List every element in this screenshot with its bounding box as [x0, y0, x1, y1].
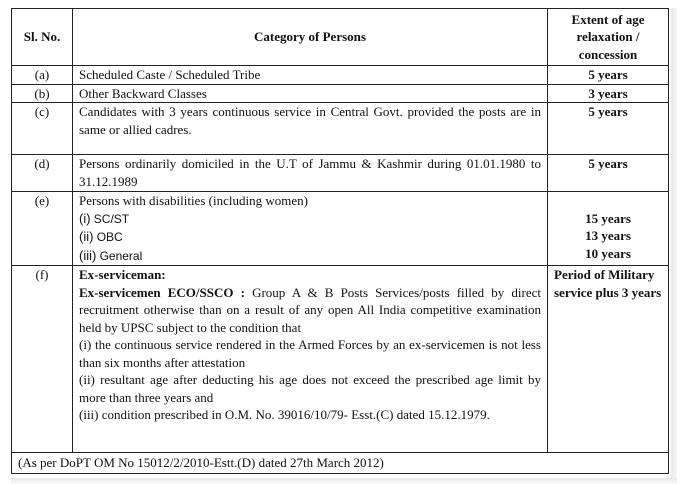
row-value: 5 years	[548, 155, 669, 192]
condition-item: (i) the continuous service rendered in the Armed Forces by an ex-servicemen is not less than six months after attestation	[79, 337, 541, 370]
subitem-number: (iii)	[79, 247, 97, 263]
row-category: Scheduled Caste / Scheduled Tribe	[73, 66, 548, 85]
row-category: Persons ordinarily domiciled in the U.T of Jammu & Kashmir during 01.01.1980 to 31.12.1989	[73, 155, 548, 192]
header-extent: Extent of age relaxation / concession	[548, 9, 669, 66]
row-value: 3 years	[548, 84, 669, 103]
condition-item: (ii) resultant age after deducting his age does not exceed the prescribed age limit by more than three years and	[79, 372, 541, 405]
exservice-text: Group A & B Posts Services/posts filled by direct recruitment otherwise than on a result of any open All India competitive examination held by UPSC subject to the condition that	[79, 284, 542, 335]
row-sl: (d)	[12, 155, 73, 192]
subitem-value: 10 years	[585, 245, 631, 261]
row-value: 5 years	[548, 66, 669, 85]
subitem-number: (i)	[79, 210, 91, 226]
row-category-cell	[73, 266, 548, 453]
exservice-subtitle: Ex-servicemen ECO/SSCO :	[79, 284, 245, 300]
subitem	[79, 210, 541, 229]
exservice-title: Ex-serviceman:	[79, 267, 166, 282]
header-slno: Sl. No.	[12, 9, 73, 66]
subitem-label: SC/ST	[93, 211, 130, 226]
header-category: Category of Persons	[73, 9, 548, 66]
footnote-row	[12, 453, 669, 474]
row-sl: (e)	[12, 192, 73, 266]
table-row	[12, 155, 669, 192]
table-header-row	[12, 9, 669, 66]
exservice-description	[79, 284, 541, 337]
subitem-number: (ii)	[79, 229, 94, 244]
table-row	[12, 66, 669, 85]
table-row	[12, 266, 669, 453]
row-value-cell	[548, 192, 669, 266]
condition-item: (iii) condition prescribed in O.M. No. 39016/10/79- Esst.(C) dated 15.12.1979.	[79, 407, 490, 422]
table-row	[12, 192, 669, 266]
row-category: Other Backward Classes	[73, 84, 548, 103]
subitem	[79, 228, 541, 247]
row-category: Candidates with 3 years continuous service in Central Govt. provided the posts are in same or allied cadres.	[73, 103, 548, 155]
subitem	[79, 247, 541, 266]
row-sl: (f)	[12, 266, 73, 453]
subitem-value: 13 years	[585, 228, 631, 243]
page-shadow-right	[671, 8, 677, 478]
row-sl: (b)	[12, 84, 73, 103]
footnote: (As per DoPT OM No 15012/2/2010-Estt.(D) dated 27th March 2012)	[12, 453, 669, 474]
page-shadow-bottom	[11, 478, 677, 484]
table-row	[12, 103, 669, 155]
subitem-label: OBC	[96, 230, 123, 244]
row-category: Persons with disabilities (including women)	[79, 193, 308, 208]
row-sl: (c)	[12, 103, 73, 155]
subitem-value: 15 years	[585, 210, 631, 226]
table-row	[12, 84, 669, 103]
row-sl: (a)	[12, 66, 73, 85]
row-category-cell	[73, 192, 548, 266]
subitem-label: General	[99, 248, 143, 263]
row-value: Period of Military service plus 3 years	[548, 266, 669, 453]
age-relaxation-table	[11, 8, 669, 474]
row-value: 5 years	[548, 103, 669, 155]
